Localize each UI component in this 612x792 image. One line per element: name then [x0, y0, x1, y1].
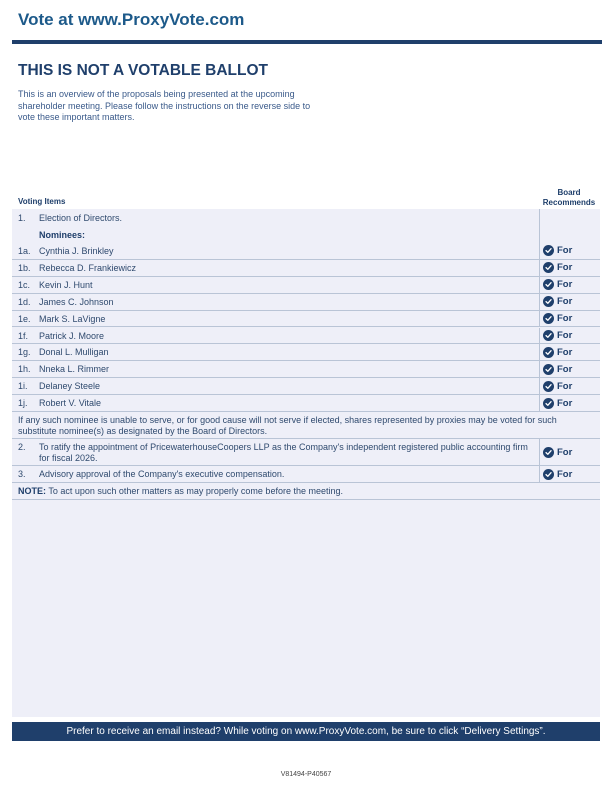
- substitute-note: If any such nominee is unable to serve, or for good cause will not serve if elected, shares represented by proxies may be voted for such substitute nominee(s) as designated by the Board of Directors.: [18, 415, 557, 436]
- nominee-row: [12, 344, 539, 361]
- nominee-number: 1b.: [18, 262, 31, 273]
- nominee-row: [12, 294, 539, 311]
- nominee-row: [12, 311, 539, 328]
- nominee-row: [12, 277, 539, 294]
- nominee-row: [12, 328, 539, 345]
- recommendation-cell: [539, 260, 600, 277]
- nominee-name: Rebecca D. Frankiewicz: [39, 262, 137, 273]
- for-label: For: [557, 329, 573, 341]
- nominee-name: Cynthia J. Brinkley: [39, 246, 114, 256]
- for-label: For: [557, 397, 573, 409]
- recommendation-cell: [539, 277, 600, 294]
- check-circle-icon: [543, 398, 554, 409]
- for-label: For: [557, 262, 573, 274]
- nominee-number: 1e.: [18, 313, 31, 324]
- recommendation-cell: [539, 294, 600, 311]
- document-code: V81494-P40567: [280, 771, 332, 778]
- table-row-item-1: [12, 209, 539, 243]
- for-label: For: [557, 245, 573, 257]
- nominee-name: Patrick J. Moore: [39, 330, 105, 341]
- nominee-row: [12, 260, 539, 277]
- nominee-row: [12, 243, 539, 260]
- nominee-row: [12, 395, 539, 412]
- note-text: To act upon such other matters as may properly come before the meeting.: [46, 486, 343, 496]
- nominee-number: 1c.: [18, 279, 31, 290]
- item-number: 3.: [18, 469, 26, 479]
- nominee-number: 1i.: [18, 381, 28, 392]
- check-circle-icon: [543, 245, 554, 256]
- for-label: For: [557, 346, 573, 358]
- nominee-number: 1h.: [18, 364, 31, 375]
- check-circle-icon: [543, 262, 554, 273]
- nominee-number: 1j.: [18, 398, 28, 409]
- recommendation-cell: [539, 361, 600, 378]
- nominee-name: Robert V. Vitale: [39, 398, 102, 409]
- nominee-name: Kevin J. Hunt: [39, 279, 93, 290]
- vote-site-title: Vote at www.ProxyVote.com: [18, 10, 245, 29]
- nominee-name: Nneka L. Rimmer: [39, 364, 110, 375]
- ballot-intro: This is an overview of the proposals being presented at the upcoming shareholder meeting. Please follow the instructions on the reverse side to vote these important matters.: [18, 89, 311, 123]
- item-number: 2.: [18, 442, 26, 452]
- item-text: Election of Directors.: [39, 213, 123, 223]
- nominee-name: James C. Johnson: [39, 296, 114, 307]
- check-circle-icon: [543, 364, 554, 375]
- note-label: NOTE:: [18, 486, 46, 496]
- board-header-line1: Board: [557, 188, 581, 197]
- check-circle-icon: [543, 469, 554, 480]
- for-label: For: [557, 446, 573, 458]
- recommendation-cell: [539, 311, 600, 328]
- check-circle-icon: [543, 330, 554, 341]
- check-circle-icon: [543, 447, 554, 458]
- recommendation-cell: [539, 344, 600, 361]
- for-label: For: [557, 313, 573, 325]
- board-header-line2: Recommends: [542, 198, 596, 207]
- substitute-note-row: [12, 412, 600, 439]
- check-circle-icon: [543, 347, 554, 358]
- recommendation-cell: [539, 466, 600, 483]
- item-text: Advisory approval of the Company's executive compensation.: [39, 469, 285, 479]
- for-label: For: [557, 468, 573, 480]
- nominee-name: Donal L. Mulligan: [39, 347, 109, 358]
- check-circle-icon: [543, 296, 554, 307]
- item-text: To ratify the appointment of PricewaterhouseCoopers LLP as the Company's independent registered public accounting firm for fiscal 2026.: [39, 442, 528, 463]
- check-circle-icon: [543, 279, 554, 290]
- recommendation-cell: [539, 395, 600, 412]
- recommendation-cell-empty: [539, 209, 600, 243]
- recommendation-cell: [539, 328, 600, 345]
- voting-items-header: Voting Items: [18, 197, 66, 206]
- nominee-row: [12, 378, 539, 395]
- nominee-number: 1f.: [18, 330, 29, 341]
- for-label: For: [557, 380, 573, 392]
- ballot-title: THIS IS NOT A VOTABLE BALLOT: [18, 62, 268, 79]
- recommendation-cell: [539, 439, 600, 466]
- email-delivery-banner: Prefer to receive an email instead? While voting on www.ProxyVote.com, be sure to click “Delivery Settings”.: [12, 722, 600, 741]
- recommendation-cell: [539, 243, 600, 260]
- nominee-number: 1a.: [18, 246, 31, 256]
- note-row: [12, 483, 600, 500]
- board-recommends-header: [536, 188, 602, 208]
- nominee-number: 1d.: [18, 296, 31, 307]
- nominee-name: Delaney Steele: [39, 381, 101, 392]
- nominee-number: 1g.: [18, 347, 31, 358]
- check-circle-icon: [543, 381, 554, 392]
- note: [18, 486, 536, 497]
- table-row-item-3: [12, 466, 539, 483]
- recommendation-cell: [539, 378, 600, 395]
- item-number: 1.: [18, 213, 26, 223]
- for-label: For: [557, 279, 573, 291]
- check-circle-icon: [543, 313, 554, 324]
- nominee-name: Mark S. LaVigne: [39, 313, 106, 324]
- table-row-item-2: [12, 439, 539, 466]
- nominee-row: [12, 361, 539, 378]
- nominees-label: Nominees:: [39, 230, 86, 240]
- header-divider: [12, 40, 602, 44]
- for-label: For: [557, 296, 573, 308]
- for-label: For: [557, 363, 573, 375]
